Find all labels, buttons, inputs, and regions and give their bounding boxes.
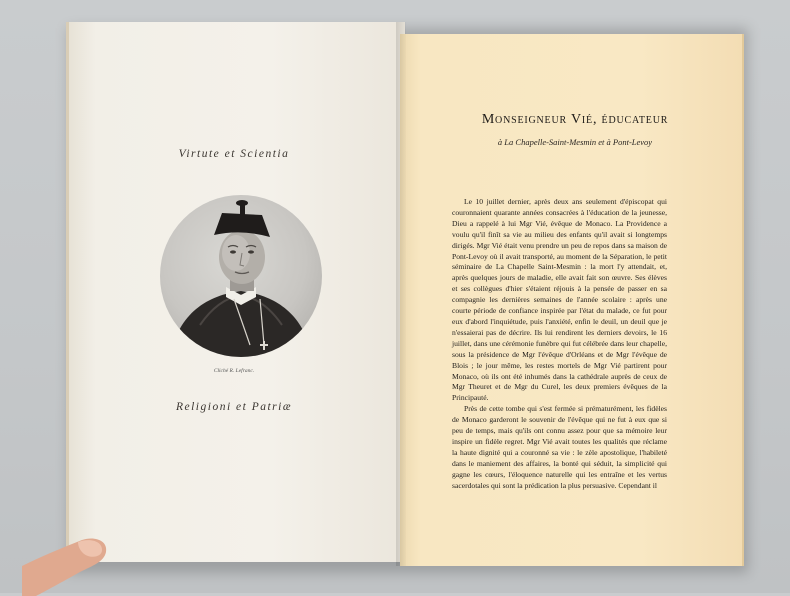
motto-top: Virtute et Scientia <box>178 148 290 160</box>
hand-thumb <box>22 526 112 596</box>
portrait-illustration <box>160 195 322 357</box>
body-paragraph: Le 10 juillet dernier, après deux ans seulement d'épiscopat qui couronnaient quarante années consacrées à l'éducation de la jeunesse, Dieu a rappelé à lui Mgr Vié, évêque de Monaco. La Providence a voulu qu'il finît sa vie au milieu des enfants qu'il avait si longtemps dirigés. Mgr Vié était venu prendre un peu de repos dans sa maison de Pont-Levoy où il avait transporté, au moment de la Séparation, le petit séminaire de La Chapelle Saint-Mesmin : la mort l'y attendait, et, après quelques jours de maladie, elle avait fait son œuvre. Ses élèves et ses collègues d'hier s'étaient réjouis à la pensée de passer en sa compagnie les dernières semaines de l'année scolaire : après une courte période de confiance inspirée par l'état du malade, ce fut pour eux d'abord l'inquiétude, puis l'anxiété, enfin le deuil, un deuil que je n'essaierai pas de décrire. Ils lui rendirent les derniers devoirs, le 16 juillet, dans une cérémonie funèbre qui fut célébrée dans leur chapelle, sous la présidence de Mgr l'évêque d'Orléans et de Mgr l'évêque de Blois ; le jour même, les restes mortels de Mgr Vié partirent pour Monaco, où ils ont été inhumés dans la cathédrale auprès de ceux de Mgr Theuret et de Mgr du Curel, les deux premiers évêques de la Principauté. <box>452 197 667 403</box>
body-paragraph: Près de cette tombe qui s'est fermée si prématurément, les fidèles de Monaco garderont le souvenir de l'évêque qui ne fut à eux que si peu de temps, mais qu'ils ont connu assez pour que sa mémoire leur inspire un fidèle regret. Mgr Vié avait toutes les qualités que réclame la haute dignité qui a couronné sa vie : le zèle apostolique, l'habileté dans le maniement des affaires, la bonté qui séduit, la simplicité qui gagne les cœurs, l'éloquence naturelle qui les entraîne et les vertus sacerdotales qui sont la prédication la plus persuasive. Cependant il <box>452 404 667 490</box>
article-subtitle: à La Chapelle-Saint-Mesmin et à Pont-Levoy <box>497 137 653 147</box>
portrait-photo <box>160 195 322 357</box>
motto-bottom: Religioni et Patriæ <box>175 401 293 413</box>
article-body <box>452 197 667 491</box>
article-title: Monseigneur Vié, éducateur <box>481 112 669 127</box>
book-gutter <box>396 22 406 566</box>
photo-credit: Cliché R. Lefranc. <box>213 368 255 374</box>
